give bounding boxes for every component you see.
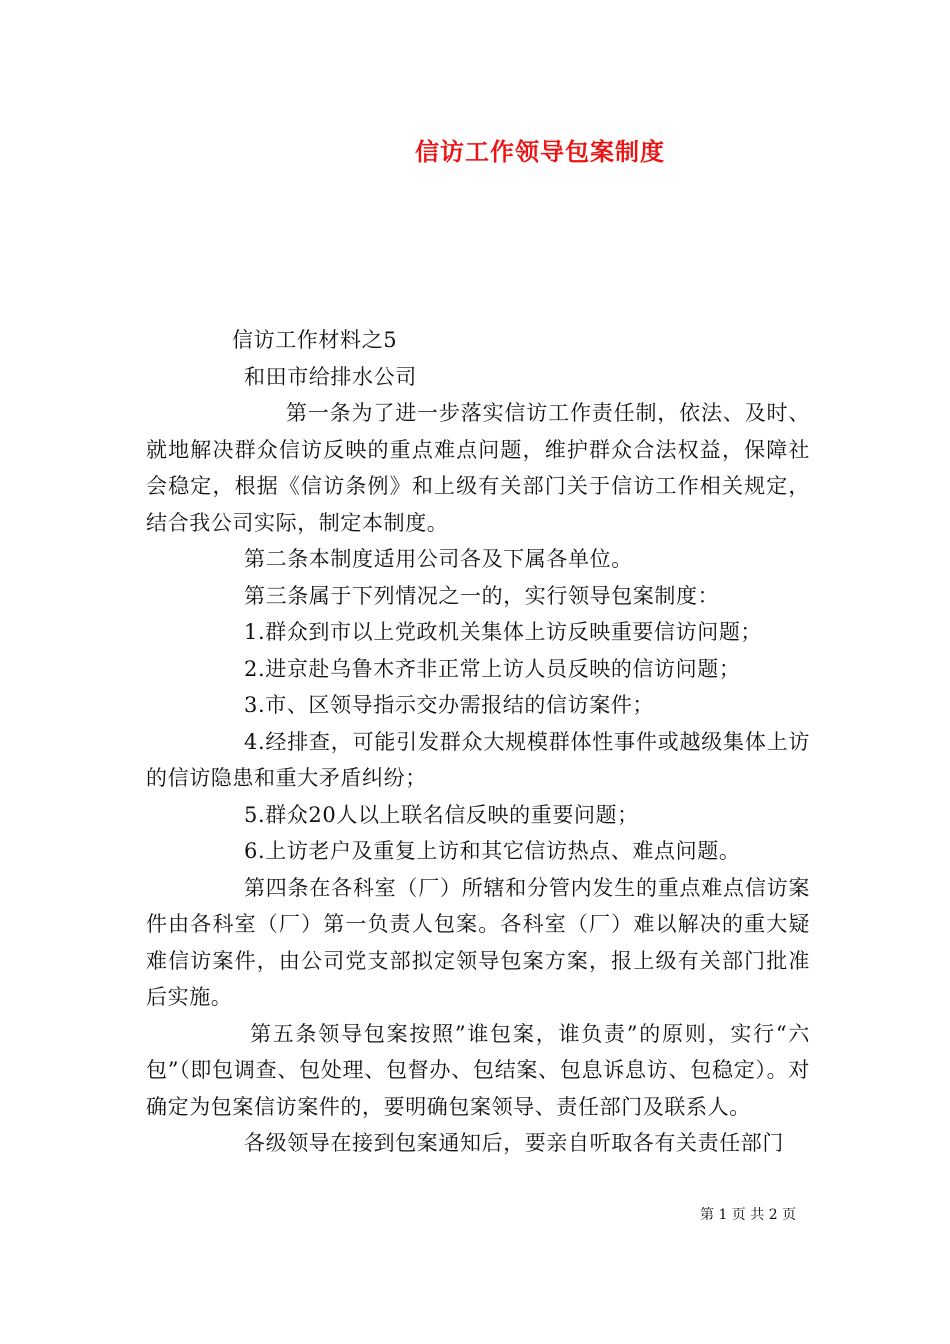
closing-paragraph: 各级领导在接到包案通知后，要亲自听取各有关责任部门 — [244, 1131, 784, 1155]
document-body — [146, 322, 810, 1162]
list-item-2: 2.进京赴乌鲁木齐非正常上访人员反映的信访问题； — [244, 656, 741, 681]
list-item-5: 5.群众20人以上联名信反映的重要问题； — [244, 802, 639, 827]
article-4: 第四条在各科室（厂）所辖和分管内发生的重点难点信访案件由各科室（厂）第一负责人包案。各科室（厂）难以解决的重大疑难信访案件，由公司党支部拟定领导包案方案，报上级有关部门批准后实施。 — [146, 875, 810, 1009]
document-title: 信访工作领导包案制度 — [415, 137, 665, 166]
list-item-4: 4.经排查，可能引发群众大规模群体性事件或越级集体上访的信访隐患和重大矛盾纠纷； — [146, 729, 810, 790]
article-2: 第二条本制度适用公司各及下属各单位。 — [244, 547, 633, 571]
material-label: 信访工作材料之5 — [232, 328, 398, 352]
article-1: 第一条为了进一步落实信访工作责任制，依法、及时、就地解决群众信访反映的重点难点问题，维护群众合法权益，保障社会稳定，根据《信访条例》和上级有关部门关于信访工作相关规定，结合我公司实际，制定本制度。 — [146, 401, 810, 535]
company-name: 和田市给排水公司 — [244, 364, 417, 389]
article-3: 第三条属于下列情况之一的，实行领导包案制度： — [244, 583, 720, 608]
list-item-6: 6.上访老户及重复上访和其它信访热点、难点问题。 — [244, 839, 741, 863]
page-number: 第 1 页 共 2 页 — [700, 1207, 797, 1223]
article-5: 第五条领导包案按照”谁包案，谁负责”的原则，实行“六包”（即包调查、包处理、包督办、包结案、包息诉息访、包稳定）。对确定为包案信访案件的，要明确包案领导、责任部门及联系人。 — [146, 1021, 810, 1119]
list-item-1: 1.群众到市以上党政机关集体上访反映重要信访问题； — [244, 620, 763, 644]
list-item-3: 3.市、区领导指示交办需报结的信访案件； — [244, 693, 655, 717]
